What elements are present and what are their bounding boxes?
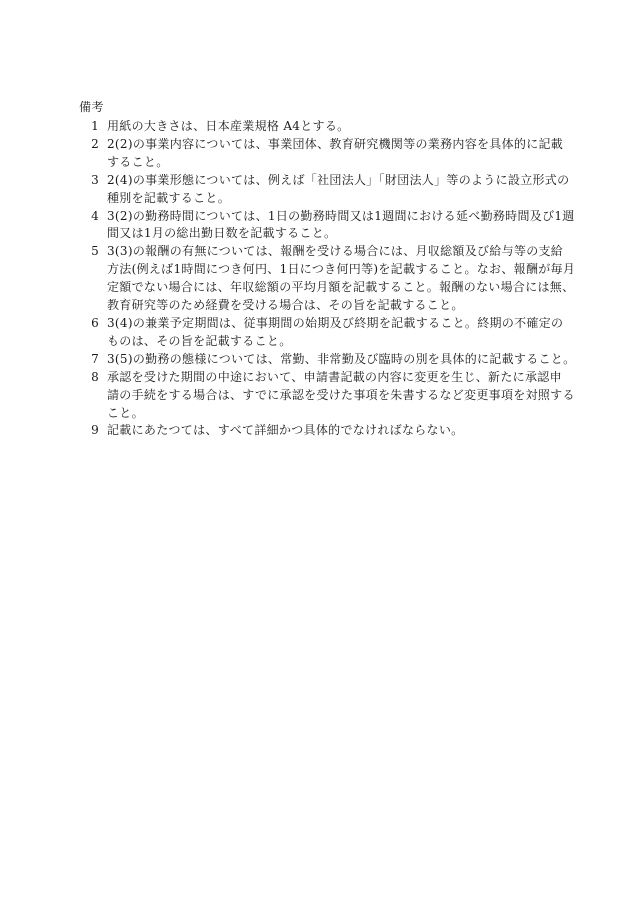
note-text	[96, 369, 575, 423]
note-line: 3(2)の勤務時間については、1日の勤務時間又は1週間における延べ勤務時間及び1週	[107, 208, 575, 223]
notes-list	[79, 118, 576, 440]
note-text	[96, 118, 554, 136]
note-line: 3(5)の勤務の態様については、常勤、非常勤及び臨時の別を具体的に記載すること。	[107, 351, 576, 366]
notes-heading: 備考	[79, 100, 105, 114]
note-number: 6	[91, 315, 99, 330]
note-line: 記載にあたつては、すべて詳細かつ具体的でなければならない。	[107, 423, 464, 438]
note-number: 1	[91, 119, 99, 133]
note-text	[96, 172, 570, 208]
note-text	[96, 422, 554, 440]
note-number: 9	[91, 423, 99, 438]
note-text	[96, 315, 564, 351]
note-number: 7	[91, 351, 99, 366]
note-number: 5	[91, 244, 99, 259]
note-line: 間又は1月の総出勤日数を記載すること。	[107, 226, 337, 241]
note-line: 請の手続をする場合は、すでに承認を受けた事項を朱書するなど変更事項を対照する	[107, 387, 575, 402]
note-item-1	[79, 118, 554, 136]
note-number: 4	[91, 208, 99, 223]
note-line: 3(3)の報酬の有無については、報酬を受ける場合には、月収総額及び給与等の支給	[107, 244, 564, 259]
note-item-2	[79, 136, 564, 172]
note-item-4	[79, 208, 575, 244]
note-text	[96, 243, 576, 315]
note-line: 定額でない場合には、年収総額の平均月額を記載すること。報酬のない場合には無、	[107, 280, 575, 295]
note-line: 教育研究等のため経費を受ける場合は、その旨を記載すること。	[107, 298, 464, 313]
note-line: 用紙の大きさは、日本産業規格 A4とする。	[107, 119, 350, 133]
note-line: 3(4)の兼業予定期間は、従事期間の始期及び終期を記載すること。終期の不確定の	[107, 315, 564, 330]
note-line: 承認を受けた期間の中途において、申請書記載の内容に変更を生じ、新たに承認申	[107, 369, 562, 384]
note-line: こと。	[107, 405, 144, 420]
note-number: 3	[91, 172, 99, 187]
note-line: 2(4)の事業形態については、例えば「社団法人」「財団法人」等のように設立形式の	[107, 172, 570, 187]
note-item-5	[79, 243, 576, 315]
note-line: 2(2)の事業内容については、事業団体、教育研究機関等の業務内容を具体的に記載	[107, 136, 564, 151]
note-text	[96, 351, 576, 369]
note-text	[96, 136, 564, 172]
note-number: 8	[91, 369, 99, 384]
note-line: ものは、その旨を記載すること。	[107, 333, 292, 348]
note-number: 2	[91, 136, 99, 151]
note-line: すること。	[107, 154, 169, 169]
note-item-3	[79, 172, 570, 208]
note-item-7	[79, 351, 576, 369]
note-line: 種別を記載すること。	[107, 190, 231, 205]
note-text	[96, 208, 575, 244]
note-line: 方法(例えば1時間につき何円、1日につき何円等)を記載すること。なお、報酬が毎月	[107, 262, 576, 277]
note-item-9	[79, 422, 554, 440]
note-item-6	[79, 315, 564, 351]
note-item-8	[79, 369, 575, 423]
